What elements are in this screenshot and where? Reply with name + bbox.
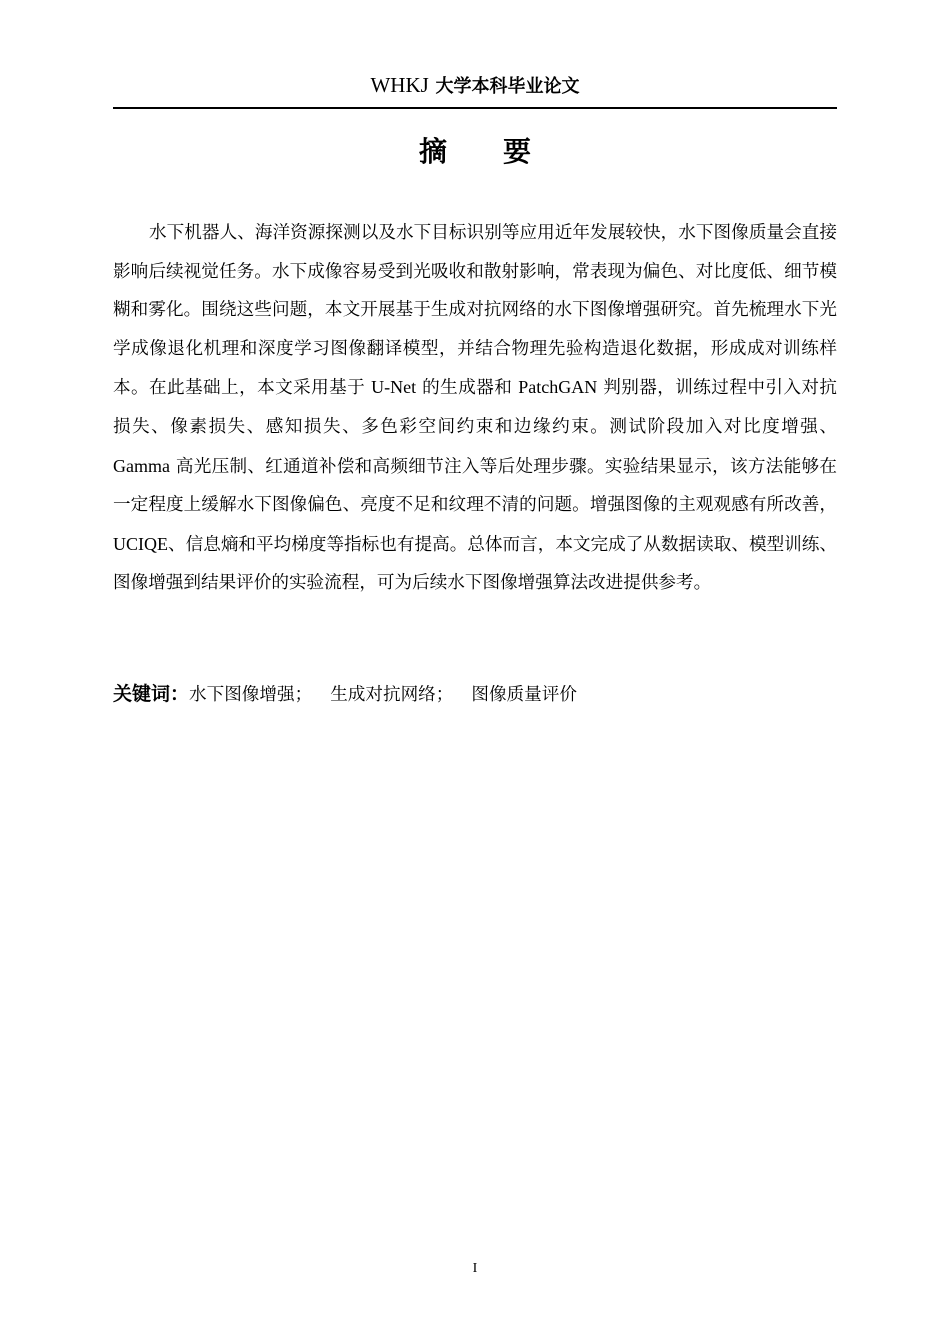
abstract-title: 摘要 [418,135,587,168]
keyword-item: 生成对抗网络； [330,685,454,705]
keywords-line [113,678,837,711]
abstract-term-unet: U-Net [371,377,417,398]
abstract-body [113,214,837,603]
header-thesis-type: 大学本科毕业论文 [435,76,580,97]
keywords-label: 关键词： [113,683,190,705]
keyword-item: 水下图像增强； [189,685,313,705]
running-header [113,70,837,102]
header-university-code: WHKJ [370,73,429,97]
abstract-term-gamma: Gamma [113,455,170,476]
abstract-text: 水下机器人、海洋资源探测以及水下目标识别等应用近年发展较快，水下图像质量会直接影响后续视觉任务。水下成像容易受到光吸收和散射影响，常表现为偏色、对比度低、细节模糊和雾化。围绕这些问题，本文开展基于生成对抗网络的水下图像增强研究。首先梳理水下光学成像退化机理和深度学习图像翻译模型，并结合物理先验构造退化数据，形成成对训练样本。在此基础上，本文采用基于 [113,223,837,399]
abstract-text: 判别器，训练过程中引入对抗损失、像素损失、感知损失、多色彩空间约束和边缘约束。测试阶段加入对比度增强、 [113,378,837,437]
page-number: I [472,1261,478,1276]
abstract-text: 的生成器和 [416,378,519,399]
abstract-text: 、信息熵和平均梯度等指标也有提高。总体而言，本文完成了从数据读取、模型训练、图像增强到结果评价的实验流程，可为后续水下图像增强算法改进提供参考。 [113,534,837,594]
abstract-text: 高光压制、红通道补偿和高频细节注入等后处理步骤。实验结果显示，该方法能够在一定程度上缓解水下图像偏色、亮度不足和纹理不清的问题。增强图像的主观观感有所改善， [113,456,837,516]
abstract-term-uciqe: UCIQE [113,533,168,554]
keyword-item: 图像质量评价 [471,685,577,705]
abstract-term-patchgan: PatchGAN [518,377,598,398]
header-rule [113,107,837,109]
